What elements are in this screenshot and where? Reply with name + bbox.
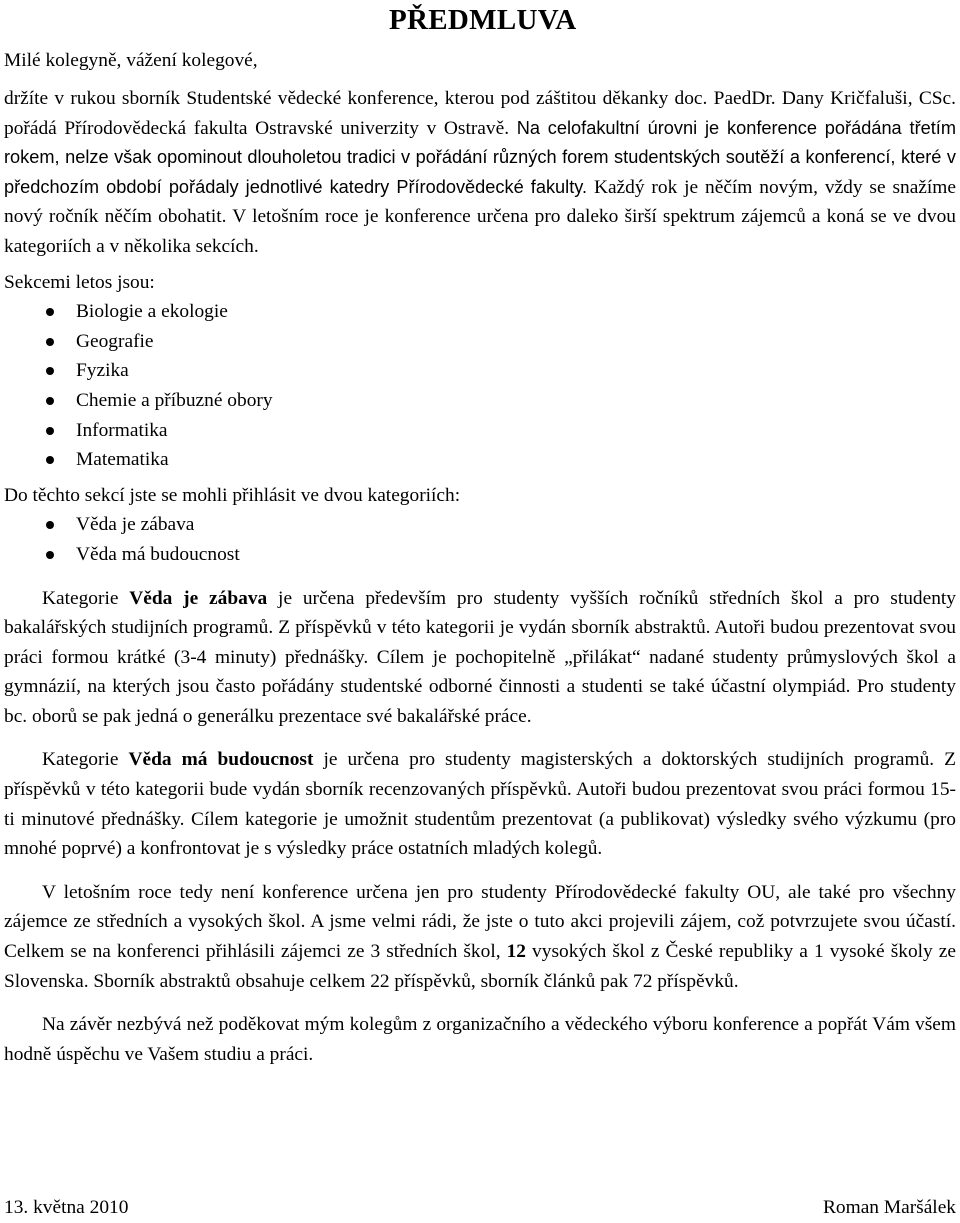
bullet-icon — [46, 427, 54, 435]
list-item: Informatika — [46, 416, 956, 446]
bullet-icon — [46, 367, 54, 375]
header-row — [4, 0, 956, 76]
list-item: Matematika — [46, 445, 956, 475]
category-zabava-paragraph: Kategorie Věda je zábava je určena především pro studenty vyšších ročníků středních škol a pro studenty bakalářských studijních programů. Z příspěvků v této kategorii je vydán sborník abstraktů. Autoři budou prezentovat svou práci formou krátké (3-4 minuty) přednášky. Cílem je pochopitelně „přilákat“ nadané studenty průmyslových škol a gymnázií, na kterých jsou často pořádány studentské odborné činnosti a studenti se také účastní olympiád. Pro studenty bc. oborů se pak jedná o generálku prezentace své bakalářské práce. — [4, 587, 956, 727]
bullet-icon — [46, 308, 54, 316]
date: 13. května 2010 — [4, 1197, 129, 1218]
statistics-paragraph: V letošním roce tedy není konference určena jen pro studenty Přírodovědecké fakulty OU, ale také pro všechny zájemce ze středních a vysokých škol. A jsme velmi rádi, že jste o tuto akci projevili zájem, což potvrzujete svou účastí. Celkem se na konferenci přihlásili zájemci ze 3 středních škol, 12 vysokých škol z České republiky a 1 vysoké školy ze Slovenska. Sborník abstraktů obsahuje celkem 22 příspěvků, sborník článků pak 72 příspěvků. — [4, 881, 956, 992]
intro-sentence-4: V letošním roce je konference určena pro daleko širší spektrum zájemců a koná se ve dvou kategoriích a v několika sekcích. — [4, 206, 956, 257]
intro-sentence-2: Na celofakultní úrovni je konference pořádána třetím rokem, nelze však opominout dlouholetou tradici v pořádání různých forem studentských soutěží a konferencí, které v předchozím období pořádaly jednotlivé katedry Přírodovědecké fakulty. — [4, 117, 956, 197]
footer — [4, 1193, 956, 1223]
list-item: Biologie a ekologie — [46, 297, 956, 327]
university-count: 12 — [506, 941, 526, 963]
bullet-icon — [46, 521, 54, 529]
list-item: Chemie a příbuzné obory — [46, 386, 956, 416]
bullet-icon — [46, 397, 54, 405]
intro-sentence-1: držíte v rukou sborník Studentské vědecké konference, kterou pod záštitou děkanky doc. PaedDr. Dany Kričfaluši, CSc. pořádá Přírodovědecká fakulta Ostravské univerzity v Ostravě. — [4, 88, 956, 139]
list-item: Geografie — [46, 327, 956, 357]
bullet-icon — [46, 551, 54, 559]
bullet-icon — [46, 338, 54, 346]
category-name: Věda má budoucnost — [128, 749, 314, 771]
list-item: Věda je zábava — [46, 510, 956, 540]
categories-list — [4, 510, 956, 569]
list-item: Věda má budoucnost — [46, 540, 956, 570]
sections-list — [4, 297, 956, 475]
categories-heading: Do těchto sekcí jste se mohli přihlásit ve dvou kategoriích: — [4, 484, 461, 506]
category-budoucnost-paragraph: Kategorie Věda má budoucnost je určena pro studenty magisterských a doktorských studijních programů. Z příspěvků v této kategorii bude vydán sborník recenzovaných příspěvků. Autoři budou prezentovat svou práci formou 15- ti minutové přednášky. Cílem kategorie je umožnit studentům prezentovat (a publikovat) výsledky svého výzkumu (pro mnohé poprvé) a konfrontovat je s výsledky práce ostatních mladých kolegů. — [4, 749, 957, 860]
category-name: Věda je zábava — [129, 587, 268, 609]
greeting: Milé kolegyně, vážení kolegové, — [4, 50, 258, 71]
intro-sentence-3: Každý rok je něčím novým, vždy se snažíme nový ročník něčím obohatit. — [4, 176, 956, 228]
page-title: PŘEDMLUVA — [389, 4, 577, 36]
document-page — [4, 0, 956, 1069]
intro-paragraph — [4, 84, 956, 262]
bullet-icon — [46, 456, 54, 464]
sections-heading: Sekcemi letos jsou: — [4, 271, 155, 293]
list-item: Fyzika — [46, 356, 956, 386]
closing-paragraph: Na závěr nezbývá než poděkovat mým kolegům z organizačního a vědeckého výboru konference a popřát Vám všem hodně úspěchu ve Vašem studiu a práci. — [4, 1014, 956, 1065]
author-signature: Roman Maršálek — [822, 1197, 956, 1218]
